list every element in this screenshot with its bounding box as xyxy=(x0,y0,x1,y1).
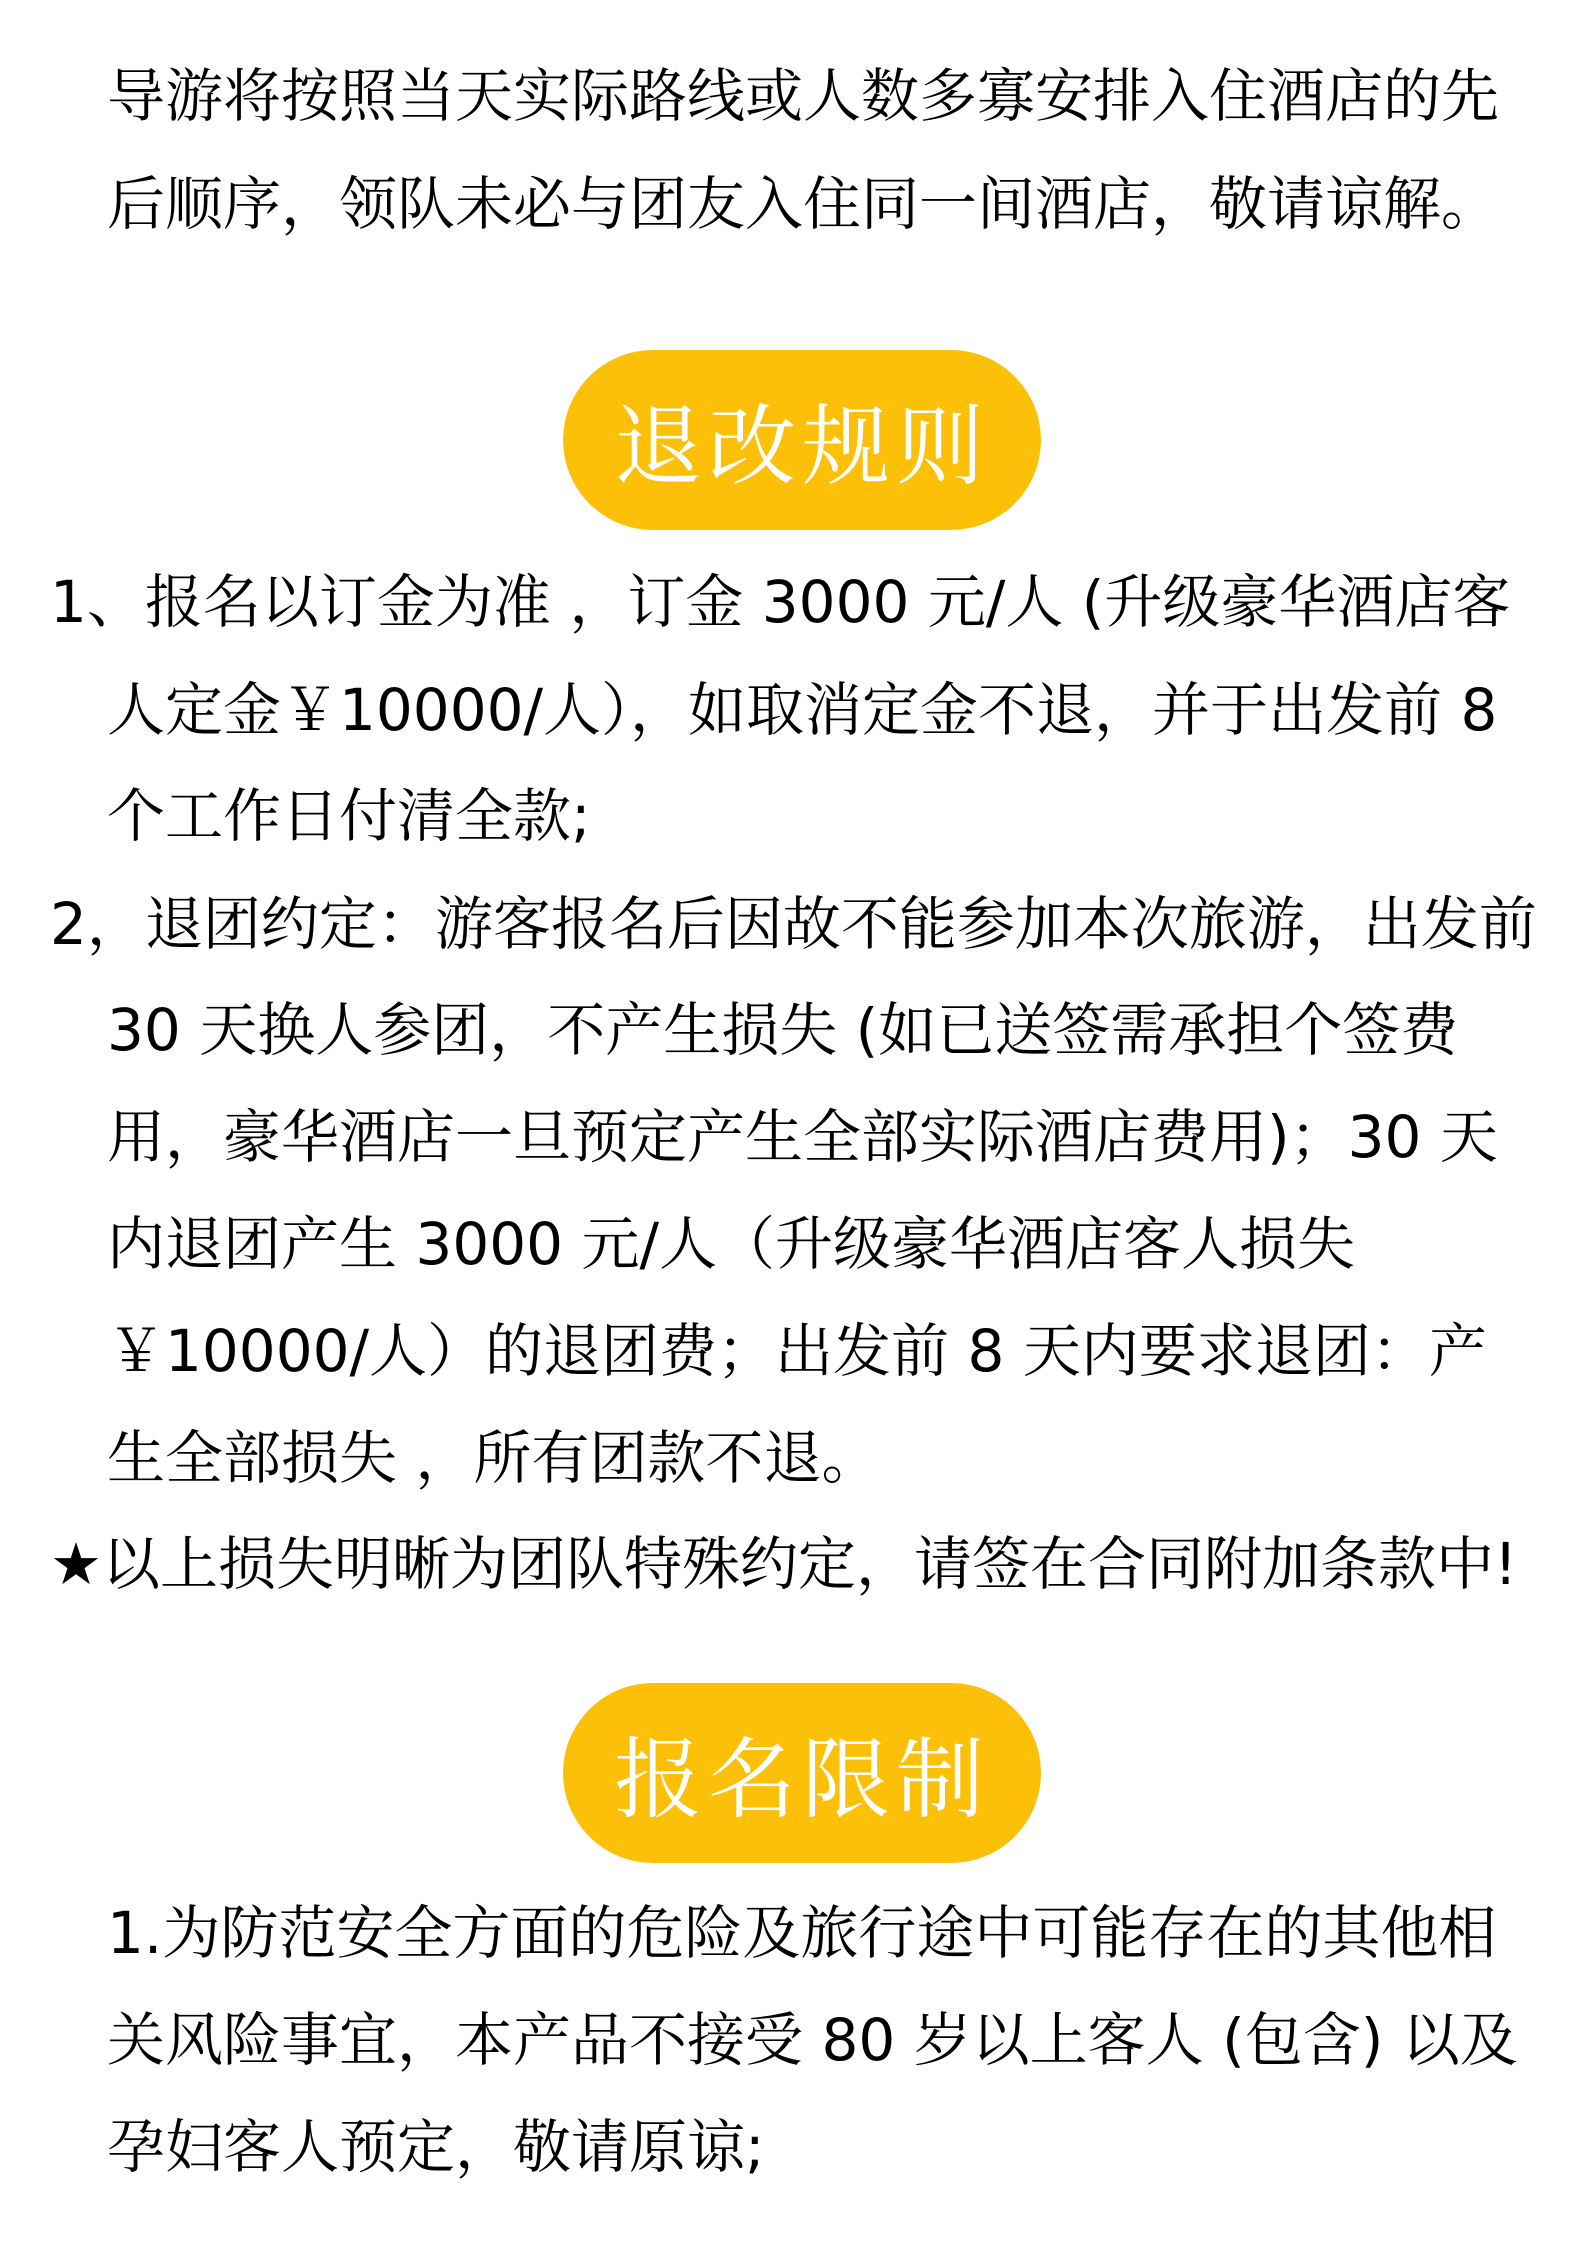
refund-section-title: 退改规则 xyxy=(613,395,990,498)
refund-line-5: 30 天换人参团，不产生损失 (如已送签需承担个签费 xyxy=(107,996,1459,1064)
restriction-section-title: 报名限制 xyxy=(613,1728,990,1831)
refund-line-6: 用，豪华酒店一旦预定产生全部实际酒店费用)；30 天 xyxy=(107,1103,1498,1171)
intro-line-2: 后顺序，领队未必与团友入住同一间酒店，敬请谅解。 xyxy=(107,170,1500,238)
refund-line-9: 生全部损失 ，所有团款不退。 xyxy=(107,1424,880,1492)
restriction-line-3: 孕妇客人预定，敬请原谅; xyxy=(107,2113,765,2181)
intro-line-1: 导游将按照当天实际路线或人数多寡安排入住酒店的先 xyxy=(107,62,1500,130)
refund-line-1: 1、报名以订金为准 ，订金 3000 元/人 (升级豪华酒店客 xyxy=(50,568,1511,636)
refund-line-8: ￥10000/人）的退团费；出发前 8 天内要求退团：产 xyxy=(107,1317,1487,1385)
refund-line-4: 2，退团约定：游客报名后因故不能参加本次旅游，出发前 xyxy=(50,890,1537,958)
refund-section-heading xyxy=(563,350,1041,530)
refund-line-2: 人定金￥10000/人），如取消定金不退，并于出发前 8 xyxy=(107,676,1498,744)
refund-note-line: ★以上损失明晰为团队特殊约定，请签在合同附加条款中! xyxy=(50,1530,1518,1598)
refund-line-3: 个工作日付清全款; xyxy=(107,782,591,850)
restriction-line-2: 关风险事宜，本产品不接受 80 岁以上客人 (包含) 以及 xyxy=(107,2006,1518,2074)
restriction-section-heading xyxy=(563,1683,1041,1863)
restriction-line-1: 1.为防范安全方面的危险及旅行途中可能存在的其他相 xyxy=(107,1899,1497,1967)
refund-line-7: 内退团产生 3000 元/人（升级豪华酒店客人损失 xyxy=(107,1210,1356,1278)
